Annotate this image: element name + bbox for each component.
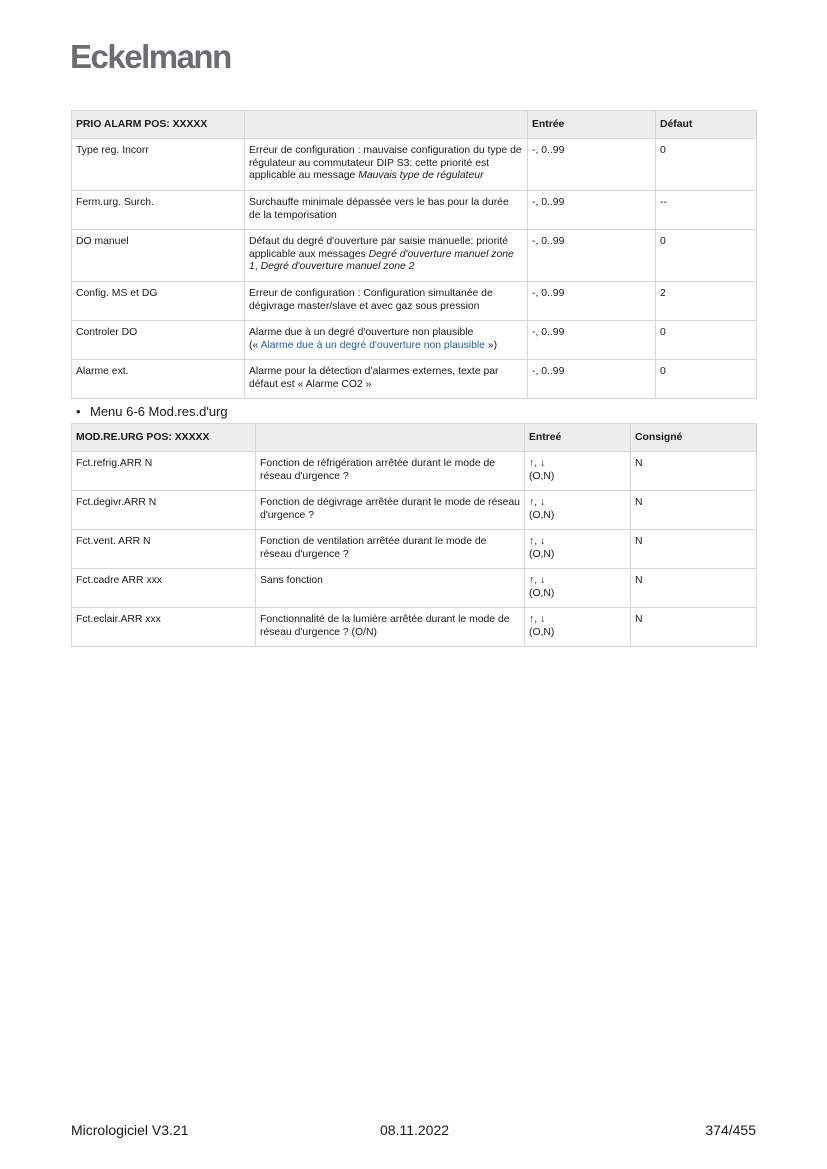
menu-heading: Menu 6-6 Mod.res.d'urg xyxy=(90,404,228,419)
mod-re-urg-table xyxy=(71,423,757,647)
param-name: Fct.vent. ARR N xyxy=(72,529,256,568)
param-description: Fonction de ventilation arrêtée durant le mode de réseau d'urgence ? xyxy=(256,529,525,568)
table-row xyxy=(72,320,757,359)
param-description: Alarme due à un degré d'ouverture non plausible (« Alarme due à un degré d'ouverture non plausible ») xyxy=(245,320,528,359)
param-name: Alarme ext. xyxy=(72,359,245,398)
param-entry: ↑, ↓ (O,N) xyxy=(525,568,631,607)
column-header: Défaut xyxy=(656,111,757,139)
param-entry: -, 0..99 xyxy=(528,138,656,190)
param-description: Fonction de réfrigération arrêtée durant le mode de réseau d'urgence ? xyxy=(256,451,525,490)
param-description: Alarme pour la détection d’alarmes externes, texte par défaut est « Alarme CO2 » xyxy=(245,359,528,398)
table-row xyxy=(72,490,757,529)
footer-date: 08.11.2022 xyxy=(380,1122,450,1138)
param-name: Config. MS et DG xyxy=(72,281,245,320)
column-header xyxy=(256,424,525,452)
param-description: Erreur de configuration : Configuration simultanée de dégivrage master/slave et avec gaz sous pression xyxy=(245,281,528,320)
footer-firmware: Micrologiciel V3.21 xyxy=(71,1122,189,1138)
param-default: 0 xyxy=(656,138,757,190)
param-description: Défaut du degré d'ouverture par saisie manuelle: priorité applicable aux messages Degré d'ouverture manuel zone 1, Degré d'ouverture manuel zone 2 xyxy=(245,229,528,281)
column-header: Entreé xyxy=(525,424,631,452)
column-header: MOD.RE.URG POS: XXXXX xyxy=(72,424,256,452)
param-name: Fct.refrig.ARR N xyxy=(72,451,256,490)
column-header: Entrée xyxy=(528,111,656,139)
param-description: Sans fonction xyxy=(256,568,525,607)
column-header: Consigné xyxy=(631,424,757,452)
param-name: Fct.cadre ARR xxx xyxy=(72,568,256,607)
column-header: PRIO ALARM POS: XXXXX xyxy=(72,111,245,139)
param-default: 0 xyxy=(656,320,757,359)
param-default: 0 xyxy=(656,359,757,398)
eckelmann-logo: Eckelmann xyxy=(70,38,231,75)
param-entry: ↑, ↓ (O,N) xyxy=(525,607,631,646)
param-default: 0 xyxy=(656,229,757,281)
param-default: 2 xyxy=(656,281,757,320)
param-default: -- xyxy=(656,190,757,229)
table-header-row xyxy=(72,111,757,139)
param-description: Erreur de configuration : mauvaise configuration du type de régulateur au commutateur DIP S3: cette priorité est applicable au message Mauvais type de régulateur xyxy=(245,138,528,190)
footer-page-number: 374/455 xyxy=(705,1122,756,1138)
table-row xyxy=(72,529,757,568)
table-row xyxy=(72,568,757,607)
param-entry: ↑, ↓ (O,N) xyxy=(525,529,631,568)
param-value: N xyxy=(631,607,757,646)
alarm-link[interactable]: Alarme due à un degré d'ouverture non plausible xyxy=(260,339,485,351)
column-header xyxy=(245,111,528,139)
param-entry: -, 0..99 xyxy=(528,190,656,229)
param-entry: -, 0..99 xyxy=(528,359,656,398)
param-name: Fct.degivr.ARR N xyxy=(72,490,256,529)
param-value: N xyxy=(631,490,757,529)
param-entry: ↑, ↓ (O,N) xyxy=(525,451,631,490)
table-row xyxy=(72,451,757,490)
param-entry: ↑, ↓ (O,N) xyxy=(525,490,631,529)
param-value: N xyxy=(631,568,757,607)
table-row xyxy=(72,607,757,646)
param-description: Surchauffe minimale dépassée vers le bas pour la durée de la temporisation xyxy=(245,190,528,229)
table-row xyxy=(72,190,757,229)
menu-bullet xyxy=(76,404,228,419)
param-value: N xyxy=(631,529,757,568)
param-name: Type reg. Incorr xyxy=(72,138,245,190)
param-description: Fonction de dégivrage arrêtée durant le mode de réseau d'urgence ? xyxy=(256,490,525,529)
param-entry: -, 0..99 xyxy=(528,281,656,320)
param-name: Controler DO xyxy=(72,320,245,359)
param-value: N xyxy=(631,451,757,490)
param-description: Fonctionnalité de la lumière arrêtée durant le mode de réseau d'urgence ? (O/N) xyxy=(256,607,525,646)
table-row xyxy=(72,281,757,320)
table-header-row xyxy=(72,424,757,452)
param-name: DO manuel xyxy=(72,229,245,281)
param-entry: -, 0..99 xyxy=(528,320,656,359)
table-row xyxy=(72,359,757,398)
table-row xyxy=(72,229,757,281)
prio-alarm-table xyxy=(71,110,757,399)
bullet-icon: • xyxy=(76,404,81,419)
param-entry: -, 0..99 xyxy=(528,229,656,281)
param-name: Ferm.urg. Surch. xyxy=(72,190,245,229)
param-name: Fct.eclair.ARR xxx xyxy=(72,607,256,646)
table-row xyxy=(72,138,757,190)
